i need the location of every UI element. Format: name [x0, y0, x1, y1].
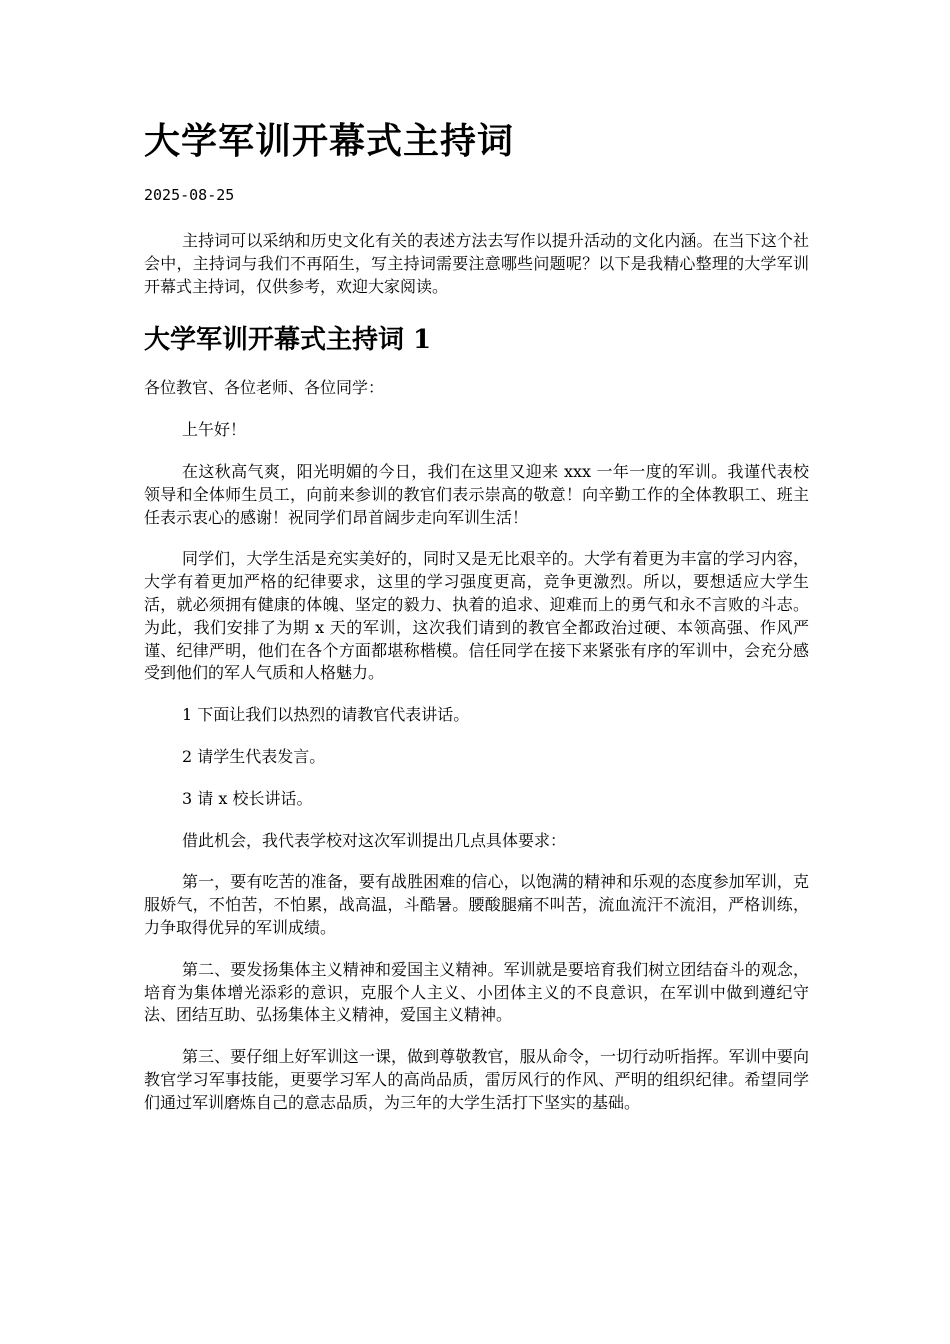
- requirement-paragraph: 第一，要有吃苦的准备，要有战胜困难的信心，以饱满的精神和乐观的态度参加军训，克服娇气，不怕苦，不怕累，战高温，斗酷暑。腰酸腿痛不叫苦，流血流汗不流泪，严格训练，力争取得优异的军训成绩。: [144, 872, 809, 937]
- requirement-paragraph: 第二、要发扬集体主义精神和爱国主义精神。军训就是要培育我们树立团结奋斗的观念，培育为集体增光添彩的意识，克服个人主义、小团体主义的不良意识，在军训中做到遵纪守法、团结互助、弘扬集体主义精神，爱国主义精神。: [144, 959, 809, 1025]
- agenda-item: 2 请学生代表发言。: [182, 746, 326, 766]
- document-body: [144, 230, 809, 1134]
- agenda-item: 3 请 x 校长讲话。: [182, 788, 313, 808]
- intro-paragraph: 主持词可以采纳和历史文化有关的表述方法去写作以提升活动的文化内涵。在当下这个社会中，主持词与我们不再陌生，写主持词需要注意哪些问题呢？以下是我精心整理的大学军训开幕式主持词，仅供参考，欢迎大家阅读。: [144, 231, 809, 296]
- body-paragraph: 在这秋高气爽，阳光明媚的今日，我们在这里又迎来 xxx 一年一度的军训。我谨代表校领导和全体师生员工，向前来参训的教官们表示崇高的敬意！向辛勤工作的全体教职工、班主任表示衷心的感谢！祝同学们昂首阔步走向军训生活！: [144, 461, 809, 527]
- requirement-paragraph: 第三、要仔细上好军训这一课，做到尊敬教官，服从命令，一切行动听指挥。军训中要向教官学习军事技能，更要学习军人的高尚品质，雷厉风行的作风、严明的组织纪律。希望同学们通过军训磨炼自己的意志品质，为三年的大学生活打下坚实的基础。: [144, 1047, 809, 1112]
- greeting-paragraph: 上午好！: [182, 420, 247, 440]
- body-paragraph: 借此机会，我代表学校对这次军训提出几点具体要求：: [182, 830, 567, 850]
- body-paragraph: 同学们，大学生活是充实美好的，同时又是无比艰辛的。大学有着更为丰富的学习内容，大学有着更加严格的纪律要求，这里的学习强度更高，竞争更激烈。所以，要想适应大学生活，就必须拥有健康的体魄、坚定的毅力、执着的追求、迎难而上的勇气和永不言败的斗志。为此，我们安排了为期 x 天的军训，这次我们请到的教官全都政治过硬、本领高强、作风严谨、纪律严明，他们在各个方面都堪称楷模。信任同学在接下来紧张有序的军训中，会充分感受到他们的军人气质和人格魅力。: [144, 549, 809, 683]
- document-date: 2025-08-25: [144, 186, 235, 204]
- agenda-item: 1 下面让我们以热烈的请教官代表讲话。: [182, 705, 470, 725]
- section-heading: 大学军训开幕式主持词 1: [144, 325, 432, 356]
- salutation-paragraph: 各位教官、各位老师、各位同学：: [144, 378, 385, 398]
- document-title: 大学军训开幕式主持词: [144, 120, 515, 162]
